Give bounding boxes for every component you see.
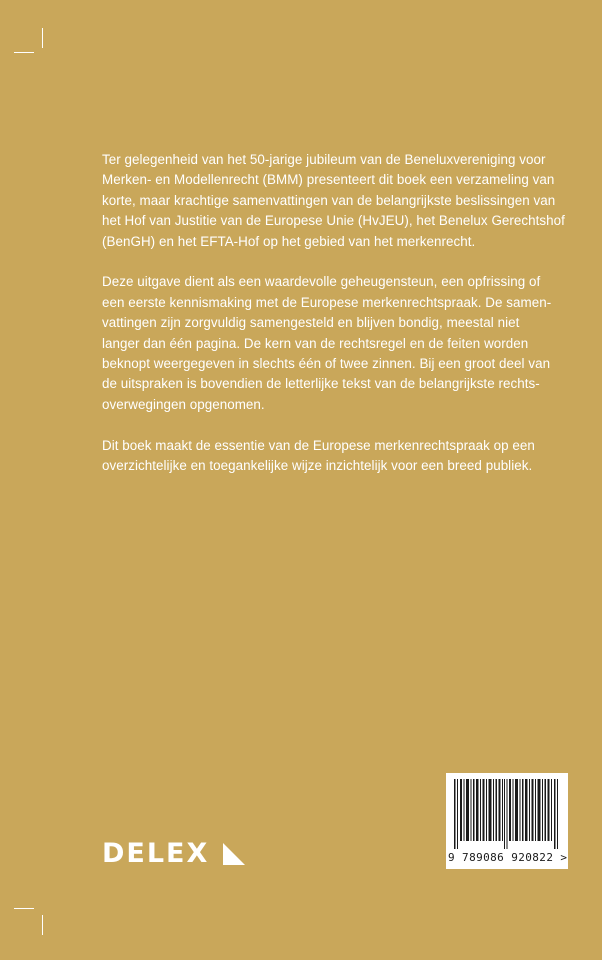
paragraph-summary: Dit boek maakt de essentie van de Europese merkenrechtspraak op een overzichtelijke en toegankelijke wijze inzichtelijk voor een breed publiek. (102, 437, 535, 474)
publisher-name: DELEX (102, 838, 210, 869)
crop-mark-top-left-v (42, 28, 43, 48)
publisher-logo (102, 838, 245, 869)
crop-mark-bottom-left-v (42, 915, 43, 935)
crop-mark-bottom-left-h (14, 908, 34, 909)
back-cover-text (102, 150, 572, 497)
isbn-number: 9 789086 920822 > (448, 851, 568, 864)
paragraph-intro: Ter gelegenheid van het 50-jarige jubileum van de Beneluxvereniging voor Merken- en Modellenrecht (BMM) presenteert dit boek een verzameling van korte, maar krachtige samenvattingen van de belangrijkste beslissingen van het Hof van Justitie van de Europese Unie (HvJEU), het Benelux Gerechtshof (BenGH) en het EFTA-Hof op het gebied van het merkenrecht. (102, 152, 565, 249)
paragraph-purpose: Deze uitgave dient als een waardevolle geheugensteun, een opfrissing of een eerste kennismaking met de Europese merkenrechtspraak. De samen- vattingen zijn zorgvuldig samengesteld en blijven bondig, meestal niet langer dan één pagina. De kern van de rechtsregel en de feiten worden beknopt weergegeven in slechts één of twee zinnen. Bij een groot deel van de uitspraken is bovendien de letterlijke tekst van de belangrijkste rechts- overwegingen opgenomen. (102, 274, 552, 412)
barcode-icon (454, 779, 560, 849)
isbn-barcode (446, 773, 568, 869)
crop-mark-top-left-h (14, 52, 34, 53)
triangle-icon (223, 843, 245, 865)
